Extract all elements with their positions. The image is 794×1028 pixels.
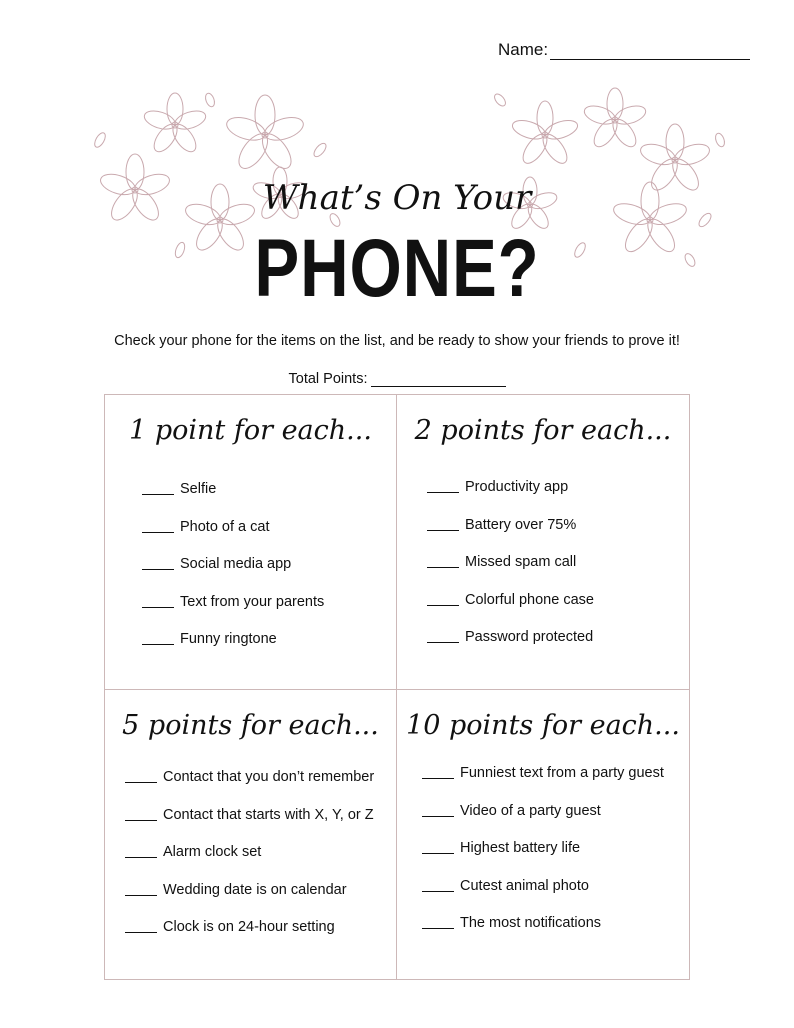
score-blank[interactable] — [422, 915, 454, 929]
score-blank[interactable] — [422, 878, 454, 892]
score-blank[interactable] — [427, 517, 459, 531]
list-item[interactable] — [422, 840, 664, 878]
item-label: Text from your parents — [180, 593, 325, 610]
item-label: Cutest animal photo — [460, 877, 589, 894]
item-label: Selfie — [180, 481, 217, 497]
section-5-points — [105, 690, 397, 979]
score-blank[interactable] — [125, 919, 157, 933]
score-blank[interactable] — [125, 769, 157, 783]
item-label: Productivity app — [465, 479, 569, 495]
list-item[interactable] — [422, 803, 664, 841]
item-label: Wedding date is on calendar — [163, 881, 347, 898]
score-blank[interactable] — [142, 481, 174, 495]
item-label: Password protected — [465, 629, 594, 645]
page-title: PHONE? — [254, 223, 540, 314]
total-points-blank-line[interactable] — [371, 373, 506, 387]
section-2-points — [397, 395, 689, 690]
item-label: Battery over 75% — [465, 516, 577, 533]
list-item[interactable] — [125, 807, 374, 845]
section-heading: 1 point for each... — [129, 415, 372, 446]
score-blank[interactable] — [422, 803, 454, 817]
section-heading: 10 points for each... — [406, 710, 680, 741]
score-blank[interactable] — [427, 592, 459, 606]
score-blank[interactable] — [427, 629, 459, 643]
list-item[interactable] — [142, 631, 324, 669]
instructions-text: Check your phone for the items on the list, and be ready to show your friends to prove it! — [114, 333, 680, 349]
title-script-line: What’s On Your — [262, 178, 532, 218]
total-points-field[interactable] — [0, 371, 794, 387]
score-blank[interactable] — [142, 556, 174, 570]
list-item[interactable] — [427, 479, 594, 517]
list-item[interactable] — [125, 919, 374, 957]
list-item[interactable] — [125, 769, 374, 807]
list-item[interactable] — [125, 882, 374, 920]
scoring-grid — [104, 394, 690, 980]
list-item[interactable] — [427, 517, 594, 555]
score-blank[interactable] — [427, 554, 459, 568]
list-item[interactable] — [427, 592, 594, 630]
section-heading: 5 points for each... — [122, 710, 379, 741]
item-label: Funny ringtone — [180, 631, 277, 647]
score-blank[interactable] — [142, 594, 174, 608]
item-label: Clock is on 24-hour setting — [163, 919, 335, 935]
section-10-points — [397, 690, 689, 979]
item-label: Contact that starts with X, Y, or Z — [163, 806, 374, 823]
item-label: Contact that you don’t remember — [163, 769, 375, 785]
name-field[interactable] — [498, 36, 758, 60]
score-blank[interactable] — [427, 479, 459, 493]
item-label: Alarm clock set — [163, 844, 262, 860]
score-blank[interactable] — [142, 631, 174, 645]
list-item[interactable] — [142, 519, 324, 557]
list-item[interactable] — [422, 915, 664, 953]
list-item[interactable] — [427, 629, 594, 667]
item-label: Social media app — [180, 556, 292, 572]
score-blank[interactable] — [125, 807, 157, 821]
item-label: Highest battery life — [460, 840, 581, 856]
score-blank[interactable] — [125, 882, 157, 896]
list-item[interactable] — [142, 481, 324, 519]
section-1-point — [105, 395, 397, 690]
name-blank-line[interactable] — [550, 42, 750, 60]
item-label: Video of a party guest — [460, 802, 601, 819]
section-heading: 2 points for each... — [414, 415, 672, 446]
list-item[interactable] — [422, 765, 664, 803]
item-label: The most notifications — [460, 915, 602, 931]
list-item[interactable] — [125, 844, 374, 882]
list-item[interactable] — [142, 556, 324, 594]
score-blank[interactable] — [125, 844, 157, 858]
item-label: Missed spam call — [465, 554, 577, 570]
total-points-label: Total Points: — [288, 371, 368, 387]
list-item[interactable] — [142, 594, 324, 632]
item-label: Photo of a cat — [180, 518, 270, 535]
score-blank[interactable] — [422, 765, 454, 779]
item-label: Funniest text from a party guest — [460, 765, 664, 781]
item-label: Colorful phone case — [465, 591, 594, 608]
name-label: Name: — [498, 40, 549, 59]
list-item[interactable] — [422, 878, 664, 916]
list-item[interactable] — [427, 554, 594, 592]
score-blank[interactable] — [422, 840, 454, 854]
score-blank[interactable] — [142, 519, 174, 533]
